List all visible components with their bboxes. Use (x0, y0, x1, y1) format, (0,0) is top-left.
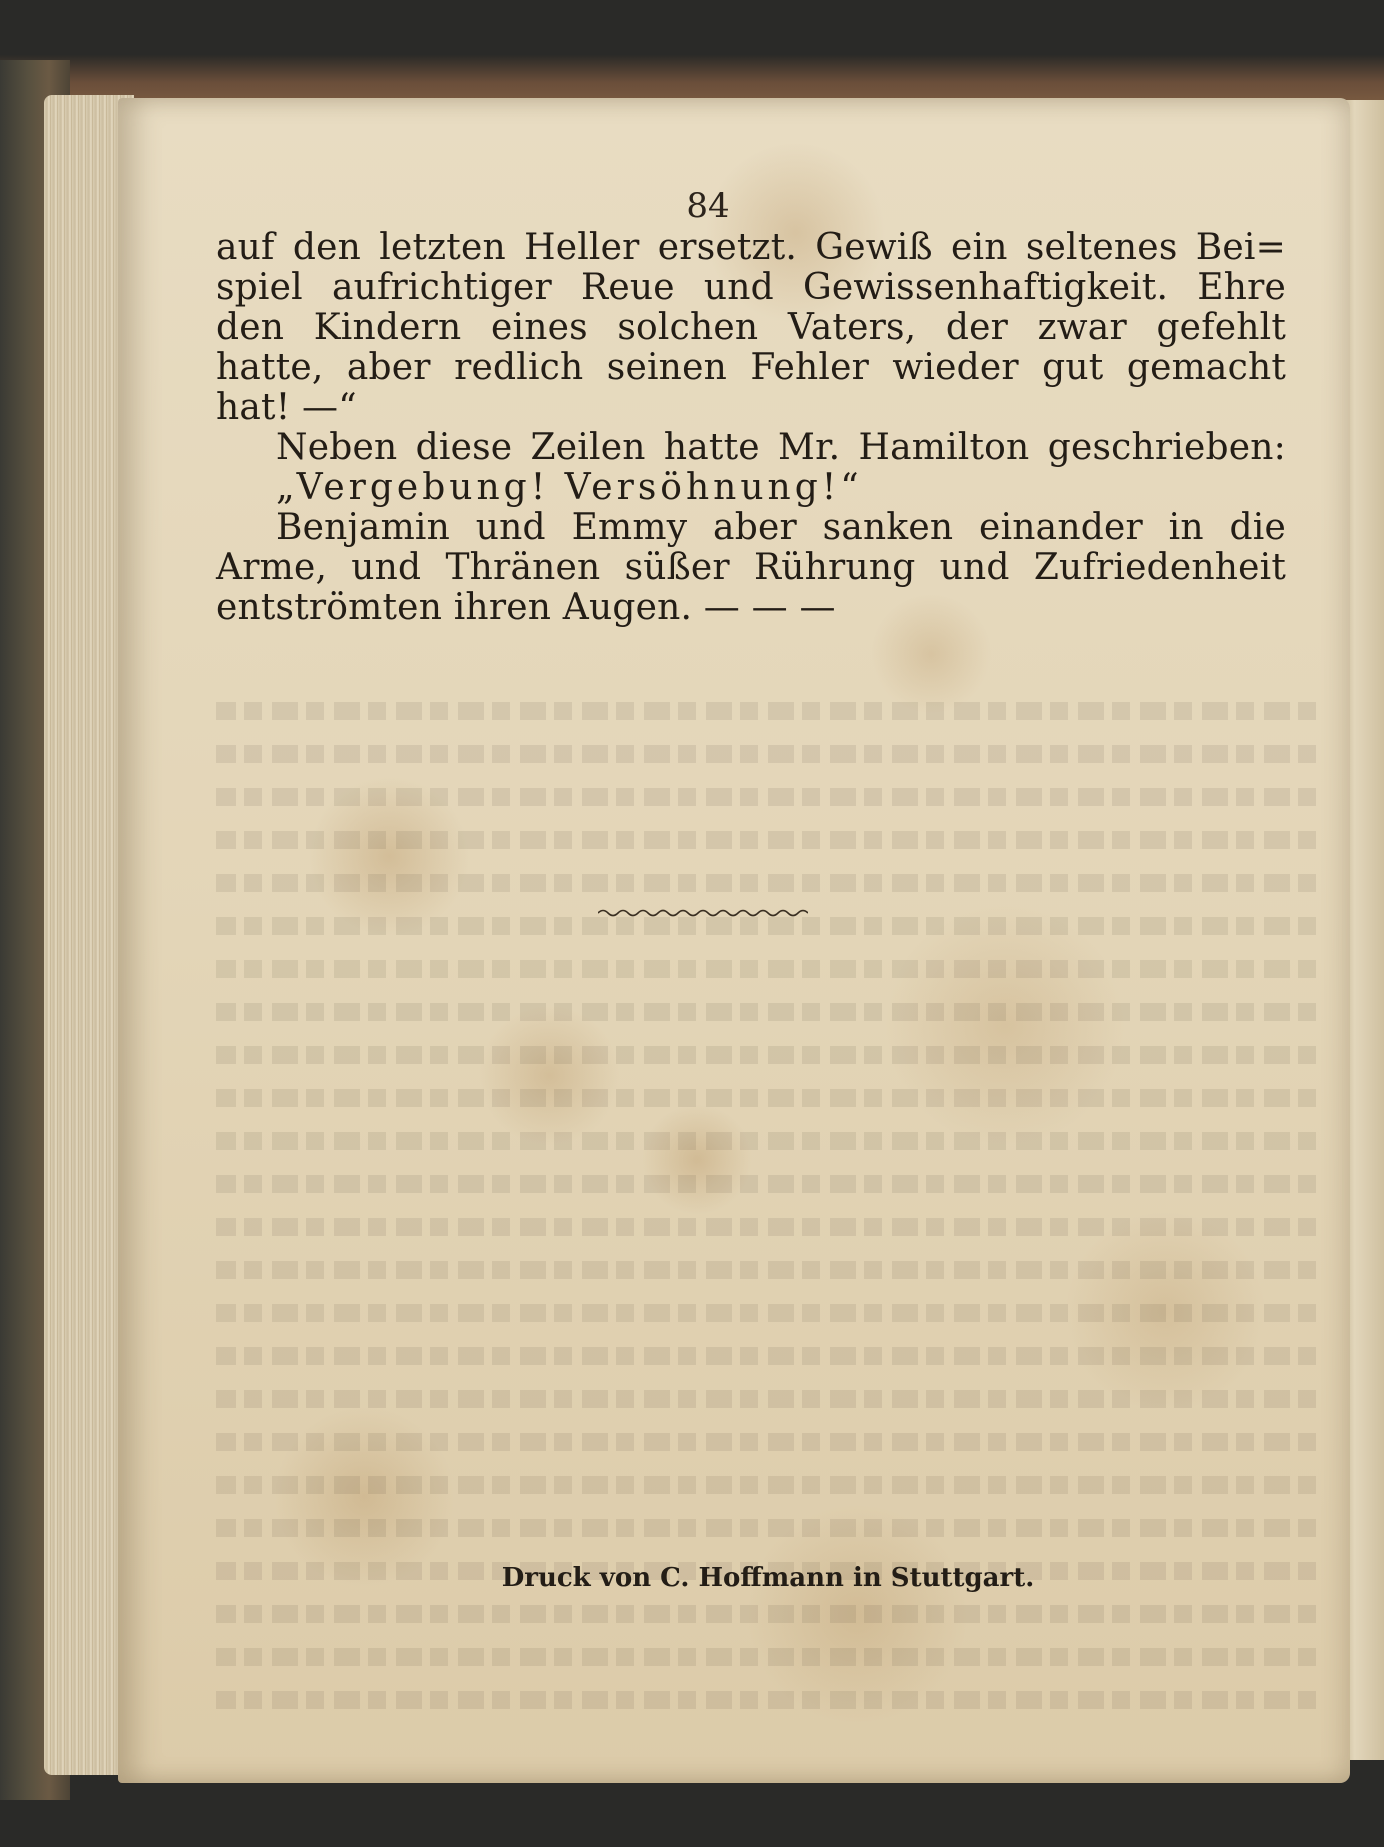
text-line: hatte, aber redlich seinen Fehler wieder gut gemacht (216, 347, 1286, 388)
text-line: hat! —“ (216, 387, 357, 428)
text-line: Arme, und Thränen süßer Rührung und Zufriedenheit (216, 547, 1286, 588)
text-line: „Vergebung! Versöhnung!“ (276, 467, 863, 508)
text-line: den Kindern eines solchen Vaters, der zwar gefehlt (216, 307, 1286, 348)
page-number: 84 (686, 186, 730, 226)
show-through-text (216, 688, 1316, 1758)
book-page (118, 98, 1350, 1783)
text-line: spiel aufrichtiger Reue und Gewissenhaftigkeit. Ehre (216, 267, 1286, 308)
text-line: auf den letzten Heller ersetzt. Gewiß ein seltenes Bei= (216, 227, 1286, 268)
text-line: Neben diese Zeilen hatte Mr. Hamilton geschrieben: (276, 427, 1286, 468)
text-line: Benjamin und Emmy aber sanken einander in die (276, 507, 1286, 548)
body-text (216, 228, 1286, 628)
text-line: entströmten ihren Augen. — — — (216, 587, 836, 628)
wavy-divider-ornament (598, 906, 808, 920)
printer-imprint: Druck von C. Hoffmann in Stuttgart. (501, 1563, 1035, 1593)
